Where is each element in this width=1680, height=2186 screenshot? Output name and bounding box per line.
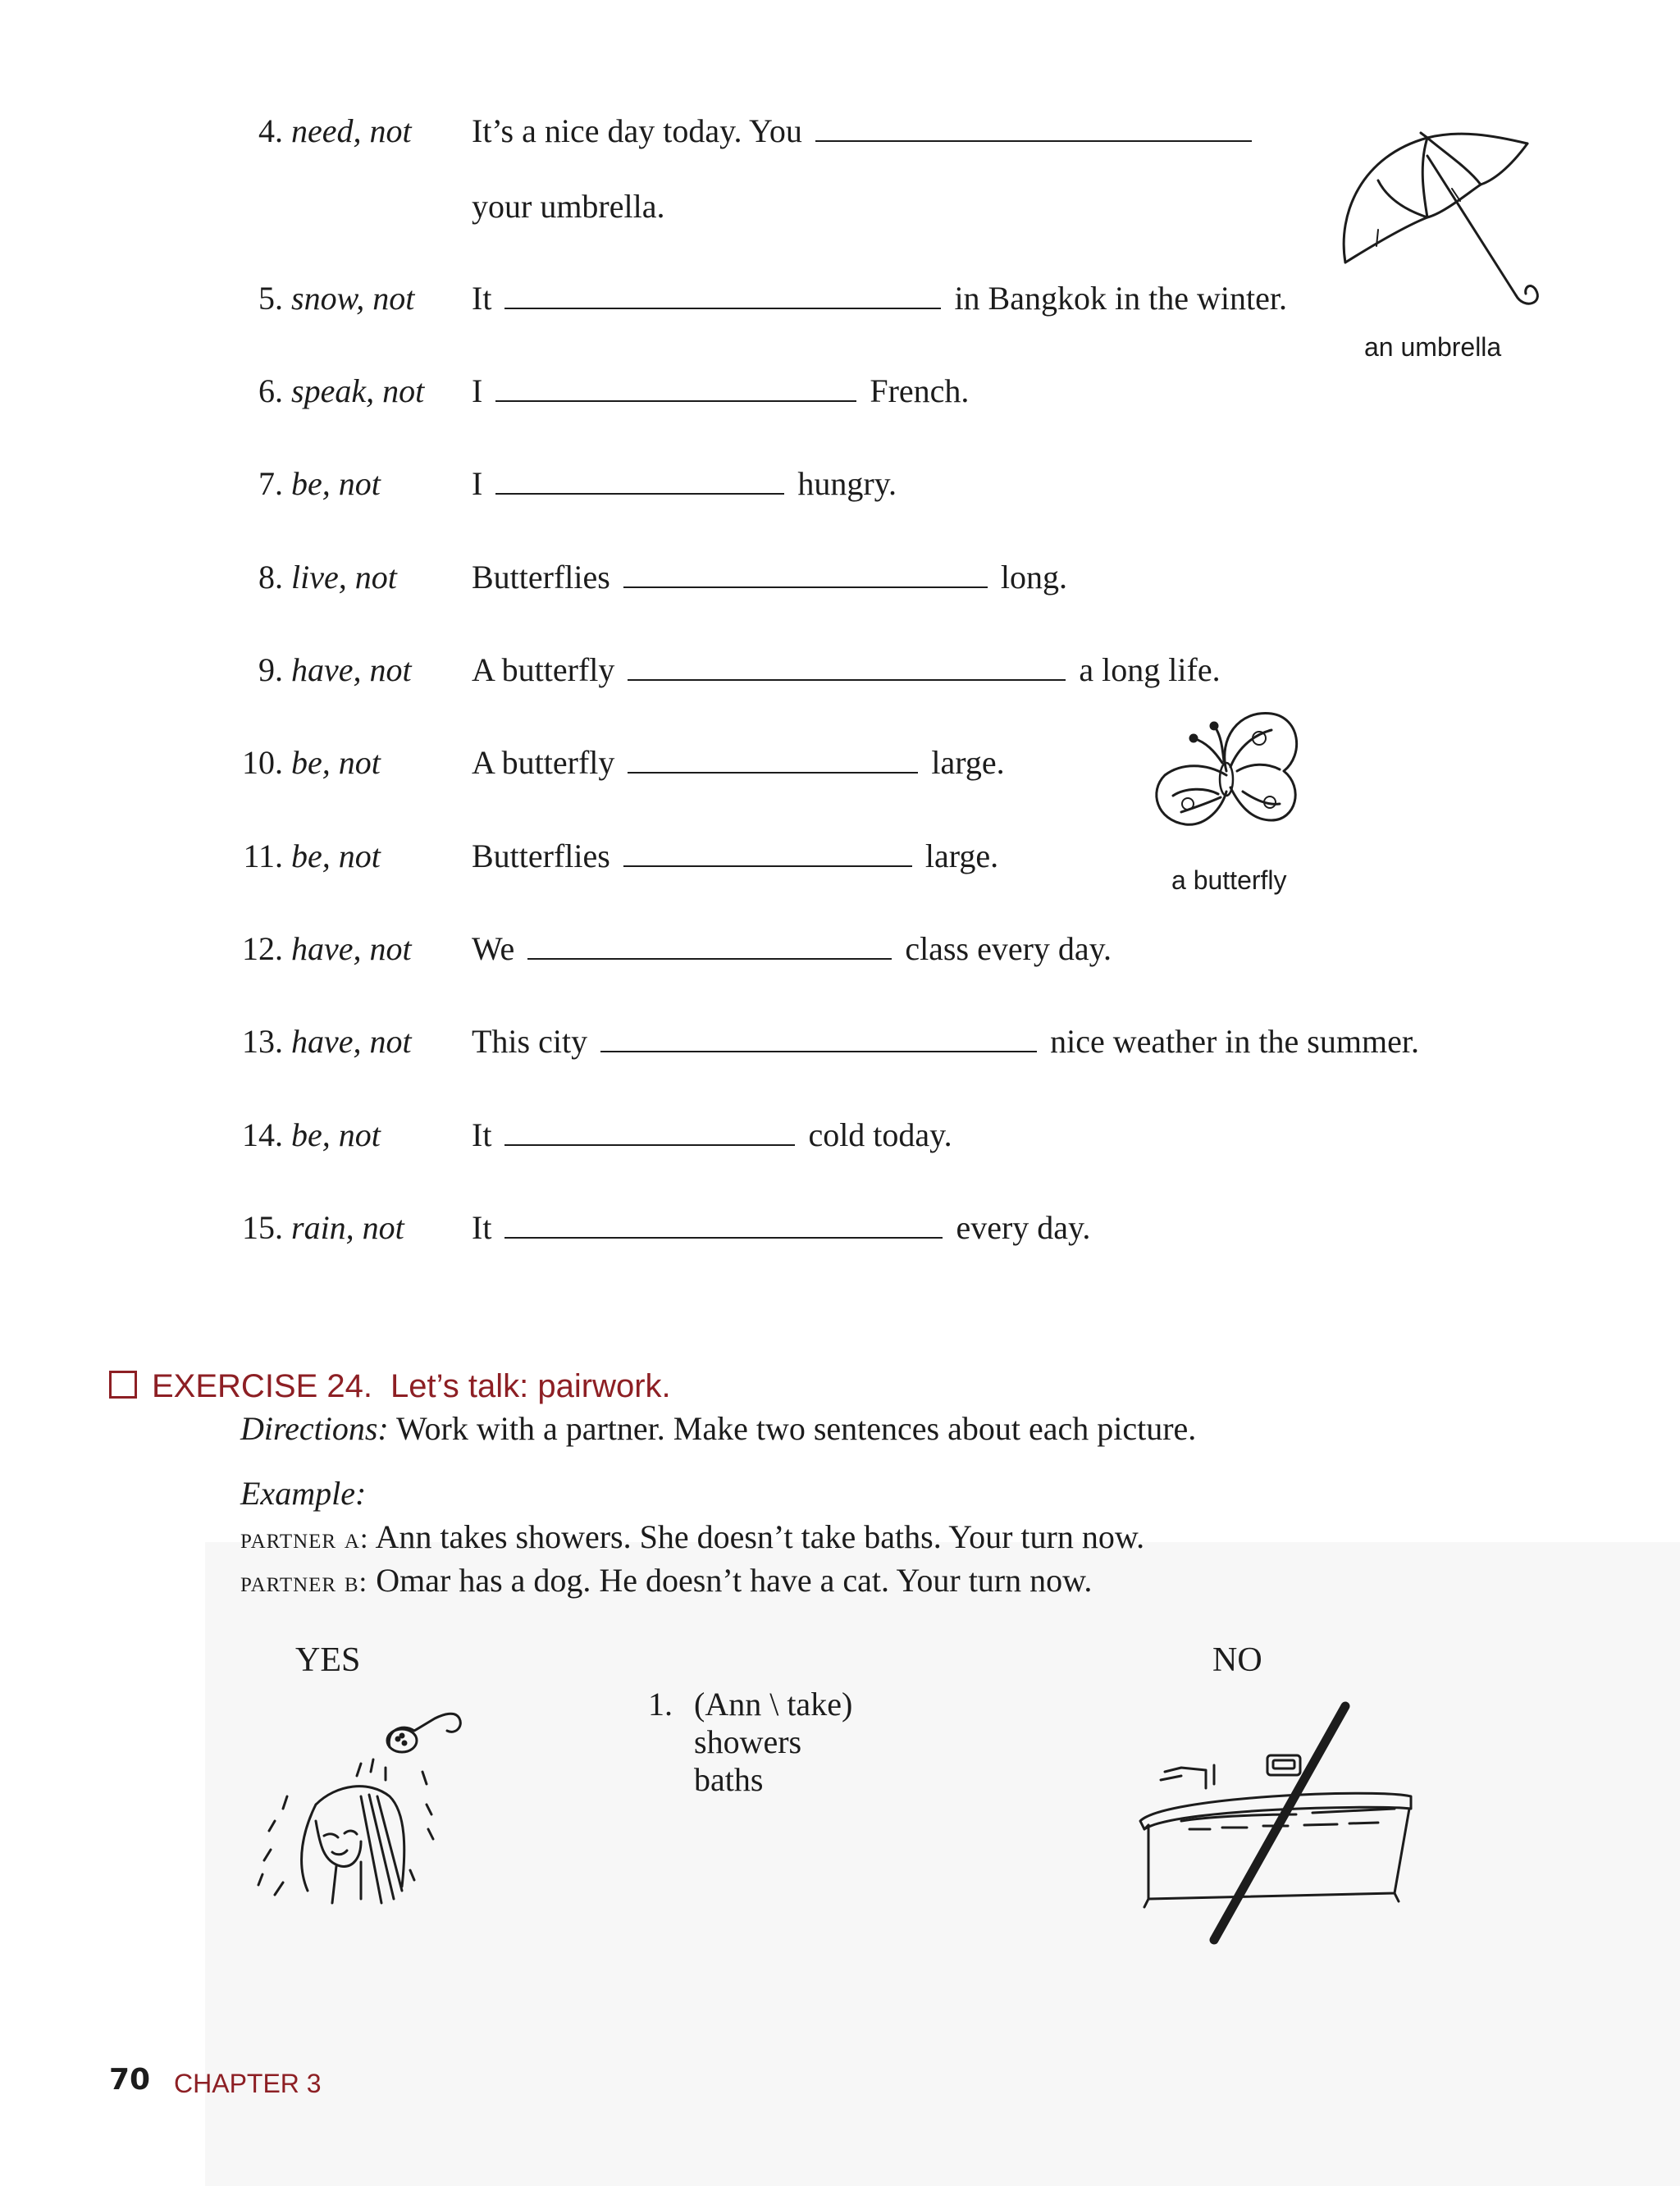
exercise-item-10 (0, 743, 1680, 792)
item-1-prompt: (Ann \ take) (694, 1686, 853, 1723)
answer-blank[interactable] (527, 933, 892, 960)
sentence-end: hungry. (797, 465, 897, 502)
sentence-start: It (472, 280, 492, 317)
partner-b-label: partner b: (240, 1566, 368, 1598)
partner-a-line (240, 1517, 1144, 1556)
item-sentence (472, 743, 1005, 782)
sentence-end: nice weather in the summer. (1050, 1023, 1419, 1060)
sentence-end: class every day. (905, 930, 1112, 967)
item-sentence (472, 279, 1287, 317)
partner-a-label: partner a: (240, 1522, 369, 1554)
item-number: 9. (258, 651, 283, 688)
item-1-option-baths: baths (694, 1761, 764, 1798)
exercise-title: Let’s talk: pairwork. (390, 1368, 671, 1404)
sentence-continuation: your umbrella. (472, 188, 665, 225)
directions-line (240, 1409, 1196, 1448)
answer-blank[interactable] (600, 1026, 1037, 1052)
item-1-prompt-line (648, 1686, 852, 1723)
sentence-end: French. (870, 372, 970, 409)
answer-blank[interactable] (623, 841, 912, 867)
item-verb-cue: live, not (291, 559, 397, 596)
butterfly-icon (1148, 705, 1304, 853)
sentence-end: a long life. (1079, 651, 1221, 688)
item-sentence (472, 1208, 1090, 1247)
answer-blank[interactable] (504, 1120, 795, 1146)
sentence-start: It’s a nice day today. You (472, 112, 802, 149)
item-number: 11. (243, 837, 283, 874)
checkbox-square-icon (109, 1371, 137, 1399)
item-verb-cue: snow, not (291, 280, 415, 317)
exercise-item-14 (0, 1116, 1680, 1165)
partner-a-text: Ann takes showers. She doesn’t take baths. Your turn now. (375, 1518, 1145, 1555)
partner-b-line (240, 1561, 1092, 1600)
item-number: 10. (242, 744, 283, 781)
item-verb-cue: have, not (291, 930, 412, 967)
exercise-item-12 (0, 929, 1680, 979)
sentence-start: Butterflies (472, 559, 610, 596)
exercise-item-11 (0, 837, 1680, 886)
answer-blank[interactable] (815, 116, 1252, 142)
exercise-item-13 (0, 1022, 1680, 1071)
sentence-end: large. (931, 744, 1005, 781)
sentence-start: A butterfly (472, 744, 615, 781)
item-number: 13. (242, 1023, 283, 1060)
item-sentence (472, 650, 1221, 689)
exercise-item-8 (0, 558, 1680, 607)
sentence-end: large. (924, 837, 999, 874)
bathtub-crossed-out-icon (1132, 1706, 1419, 1944)
umbrella-icon (1329, 123, 1534, 320)
item-verb-cue: be, not (291, 1116, 381, 1153)
item-verb-cue: need, not (291, 112, 412, 149)
sentence-end: cold today. (808, 1116, 952, 1153)
item-number: 14. (242, 1116, 283, 1153)
item-sentence (472, 929, 1112, 968)
item-sentence (472, 112, 1265, 150)
no-label: NO (1212, 1641, 1262, 1679)
item-sentence (472, 837, 998, 875)
directions-label: Directions: (240, 1410, 389, 1447)
chapter-label: CHAPTER 3 (174, 2069, 322, 2098)
exercise-item-15 (0, 1208, 1680, 1257)
item-number: 4. (258, 112, 283, 149)
page-number: 70 (109, 2063, 151, 2097)
item-verb-cue: rain, not (291, 1209, 404, 1246)
item-sentence (472, 464, 897, 503)
sentence-start: Butterflies (472, 837, 610, 874)
item-number: 7. (258, 465, 283, 502)
item-verb-cue: be, not (291, 744, 381, 781)
item-verb-cue: have, not (291, 1023, 412, 1060)
sentence-end: in Bangkok in the winter. (954, 280, 1287, 317)
sentence-start: I (472, 465, 483, 502)
answer-blank[interactable] (623, 562, 988, 588)
directions-text: Work with a partner. Make two sentences about each picture. (395, 1410, 1197, 1447)
example-label (240, 1474, 366, 1513)
item-sentence (472, 1116, 952, 1154)
item-1-option-showers: showers (694, 1723, 802, 1760)
answer-blank[interactable] (628, 747, 918, 774)
answer-blank[interactable] (495, 468, 784, 495)
exercise-label: EXERCISE 24. (152, 1368, 373, 1404)
sentence-start: I (472, 372, 483, 409)
sentence-start: This city (472, 1023, 588, 1060)
exercise-item-9 (0, 650, 1680, 700)
partner-b-text: Omar has a dog. He doesn’t have a cat. Your turn now. (376, 1562, 1093, 1599)
sentence-start: We (472, 930, 515, 967)
butterfly-caption: a butterfly (1171, 865, 1287, 895)
sentence-end: long. (1000, 559, 1067, 596)
item-number: 5. (258, 280, 283, 317)
exercise-item-7 (0, 464, 1680, 513)
sentence-end: every day. (956, 1209, 1091, 1246)
yes-label: YES (295, 1641, 361, 1679)
item-verb-cue: be, not (291, 465, 381, 502)
sentence-start: It (472, 1209, 492, 1246)
answer-blank[interactable] (628, 655, 1066, 681)
sentence-start: It (472, 1116, 492, 1153)
item-sentence (472, 558, 1067, 596)
item-number: 12. (242, 930, 283, 967)
item-verb-cue: have, not (291, 651, 412, 688)
answer-blank[interactable] (504, 283, 941, 309)
answer-blank[interactable] (495, 376, 856, 402)
exercise-24-heading (109, 1368, 671, 1405)
answer-blank[interactable] (504, 1212, 943, 1239)
item-number: 15. (242, 1209, 283, 1246)
item-1-number: 1. (648, 1686, 673, 1723)
umbrella-caption: an umbrella (1364, 332, 1502, 362)
shower-icon (238, 1698, 484, 1928)
item-number: 8. (258, 559, 283, 596)
example-label-text: Example: (240, 1475, 367, 1512)
sentence-start: A butterfly (472, 651, 615, 688)
item-number: 6. (258, 372, 283, 409)
item-verb-cue: be, not (291, 837, 381, 874)
item-sentence (472, 1022, 1419, 1061)
item-verb-cue: speak, not (291, 372, 425, 409)
exercise-item-6 (0, 372, 1680, 421)
item-sentence (472, 372, 969, 410)
pairwork-item-1 (648, 1686, 852, 1799)
